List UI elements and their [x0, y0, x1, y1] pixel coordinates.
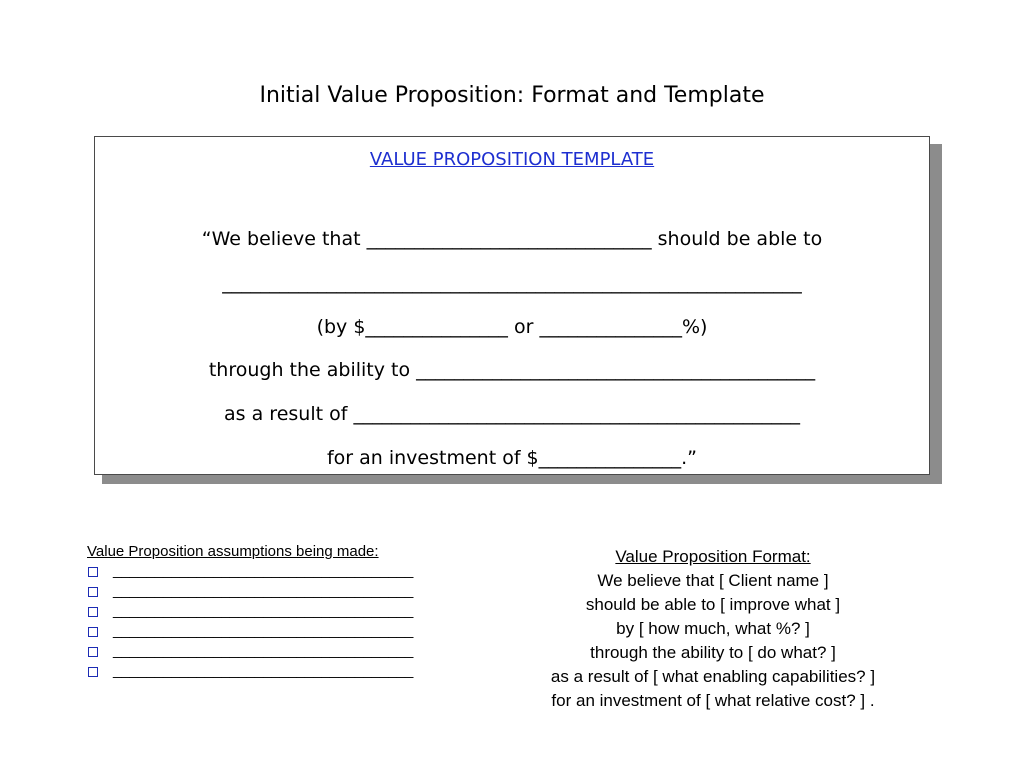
assumption-item: [87, 561, 467, 581]
template-line-believe: “We believe that ______________________________ should be able to: [201, 228, 823, 250]
checkbox-icon[interactable]: [88, 647, 98, 657]
assumption-item: [87, 581, 467, 601]
format-section: [490, 545, 936, 713]
assumption-item: [87, 601, 467, 621]
assumption-blank-line: ____________________________________: [113, 622, 414, 639]
checkbox-icon[interactable]: [88, 627, 98, 637]
format-line-client: We believe that [ Client name ]: [597, 571, 829, 590]
format-line-amount: by [ how much, what %? ]: [616, 619, 810, 638]
slide-title: Initial Value Proposition: Format and Template: [259, 83, 765, 108]
assumptions-section: [87, 543, 467, 681]
assumption-item: [87, 641, 467, 661]
template-heading: VALUE PROPOSITION TEMPLATE: [369, 149, 655, 170]
assumption-blank-line: ____________________________________: [113, 662, 414, 679]
template-box: [94, 136, 930, 475]
assumption-blank-line: ____________________________________: [113, 642, 414, 659]
assumption-item: [87, 661, 467, 681]
template-line-investment: for an investment of $_______________.”: [326, 447, 698, 469]
format-line-improve: should be able to [ improve what ]: [585, 595, 841, 614]
checkbox-icon[interactable]: [88, 567, 98, 577]
assumption-blank-line: ____________________________________: [113, 562, 414, 579]
assumption-blank-line: ____________________________________: [113, 602, 414, 619]
checkbox-icon[interactable]: [88, 607, 98, 617]
assumption-blank-line: ____________________________________: [113, 582, 414, 599]
format-line-capabilities: as a result of [ what enabling capabilities? ]: [550, 667, 876, 686]
checkbox-icon[interactable]: [88, 667, 98, 677]
format-line-ability: through the ability to [ do what? ]: [590, 643, 836, 662]
checkbox-icon[interactable]: [88, 587, 98, 597]
template-line-ability: through the ability to __________________________________________: [208, 359, 816, 381]
template-line-result: as a result of _______________________________________________: [224, 403, 800, 425]
format-line-cost: for an investment of [ what relative cost? ] .: [551, 691, 875, 710]
assumptions-heading: Value Proposition assumptions being made:: [87, 543, 379, 560]
format-heading: Value Proposition Format:: [615, 547, 811, 566]
template-line-by-amount: (by $_______________ or _______________%): [316, 316, 708, 338]
template-line-blank: _____________________________________________________________: [222, 272, 802, 294]
assumption-item: [87, 621, 467, 641]
